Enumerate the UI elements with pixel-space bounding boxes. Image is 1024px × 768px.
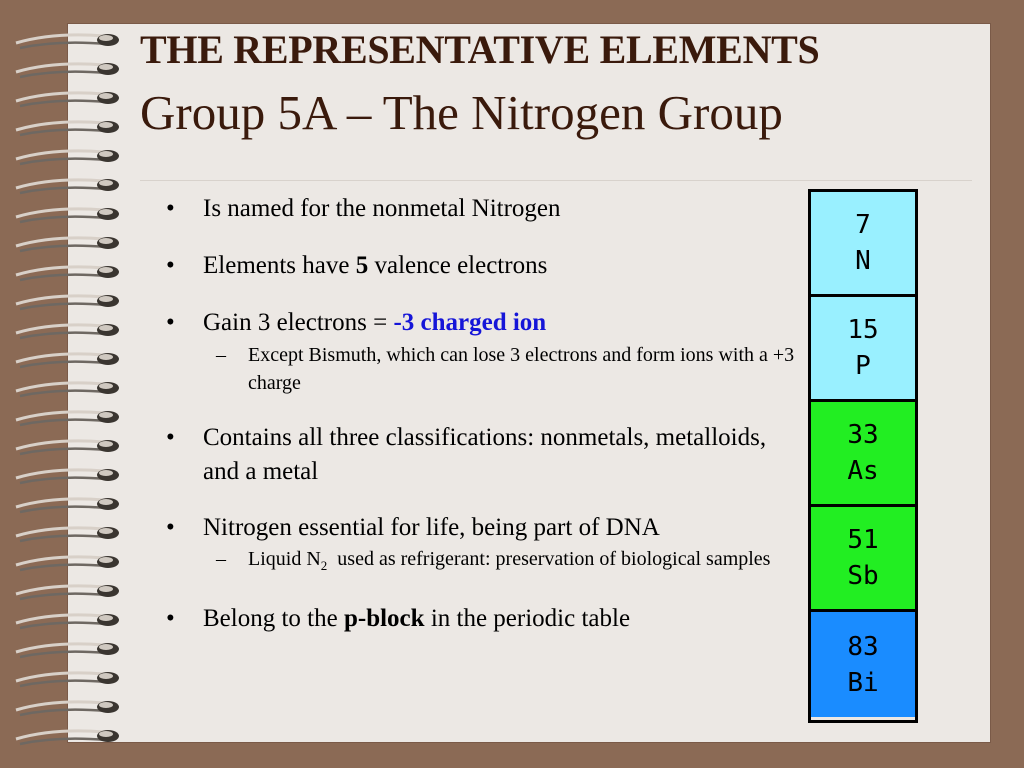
spiral-coil (14, 262, 124, 284)
sub-bullet-text: Liquid N (248, 548, 321, 570)
sub-bullet-item (166, 341, 796, 397)
spiral-coil (14, 697, 124, 719)
spiral-coil (14, 59, 124, 81)
bullet-item (166, 249, 796, 283)
spiral-coil (14, 204, 124, 226)
atomic-number: 83 (847, 631, 879, 662)
slide-subtitle: Group 5A – The Nitrogen Group (140, 85, 783, 140)
element-symbol: Bi (847, 667, 879, 698)
element-symbol: P (855, 351, 871, 381)
spiral-binding (14, 30, 124, 750)
bullet-marker: • (166, 309, 175, 336)
atomic-number: 7 (855, 210, 871, 240)
element-symbol: Sb (847, 561, 879, 591)
element-cell-phosphorus (811, 297, 915, 402)
spiral-coil (14, 233, 124, 255)
bullet-item (166, 306, 796, 340)
bullet-text: Is named for the nonmetal Nitrogen (203, 195, 561, 222)
bullet-marker: • (166, 514, 175, 541)
spiral-coil (14, 668, 124, 690)
element-symbol: N (855, 246, 871, 276)
bullet-item (166, 192, 796, 226)
bullet-text: Contains all three classifications: nonmetals, metalloids, and a metal (203, 424, 767, 485)
title-divider (140, 180, 972, 181)
sub-bullet-text: used as refrigerant: preservation of biological samples (327, 548, 771, 570)
sub-bullet-text: Except Bismuth, which can lose 3 electrons and form ions with a +3 charge (248, 344, 795, 394)
bullet-list (166, 192, 796, 636)
bullet-text: Nitrogen essential for life, being part of DNA (203, 514, 660, 541)
spiral-coil (14, 88, 124, 110)
bullet-item (166, 421, 796, 489)
bullet-item (166, 602, 796, 636)
bullet-bold-text: 5 (355, 252, 369, 279)
element-symbol: As (847, 456, 879, 486)
bullet-marker: • (166, 424, 175, 451)
spiral-coil (14, 378, 124, 400)
spiral-coil (14, 349, 124, 371)
bullet-item (166, 511, 796, 545)
element-cell-antimony (811, 507, 915, 612)
spiral-coil (14, 146, 124, 168)
element-cell-nitrogen (811, 192, 915, 297)
bullet-text: Elements have (203, 252, 356, 279)
spiral-coil (14, 552, 124, 574)
sub-bullet-item (166, 545, 796, 580)
subscript-text: 2 (320, 558, 328, 573)
sub-bullet-marker: – (216, 548, 226, 570)
atomic-number: 51 (847, 525, 879, 555)
bullet-text: Belong to the (203, 605, 344, 632)
bullet-text: in the periodic table (424, 605, 631, 632)
spiral-coil (14, 117, 124, 139)
element-cell-arsenic (811, 402, 915, 507)
spiral-coil (14, 639, 124, 661)
atomic-number: 33 (847, 420, 879, 450)
sub-bullet-marker: – (216, 344, 226, 366)
spiral-coil (14, 291, 124, 313)
periodic-group-column (808, 189, 918, 723)
spiral-coil (14, 30, 124, 52)
spiral-coil (14, 465, 124, 487)
spiral-coil (14, 494, 124, 516)
spiral-coil (14, 320, 124, 342)
bullet-text: valence electrons (368, 252, 548, 279)
spiral-coil (14, 175, 124, 197)
bullet-bold-text: p-block (343, 605, 425, 632)
spiral-coil (14, 610, 124, 632)
bullet-marker: • (166, 195, 175, 222)
slide-title: THE REPRESENTATIVE ELEMENTS (140, 27, 820, 72)
spiral-coil (14, 726, 124, 748)
bullet-highlight-text: -3 charged ion (393, 309, 547, 336)
spiral-coil (14, 436, 124, 458)
spiral-coil (14, 523, 124, 545)
spiral-coil (14, 407, 124, 429)
spiral-coil (14, 581, 124, 603)
element-cell-bismuth (811, 612, 915, 717)
bullet-marker: • (166, 252, 175, 279)
bullet-marker: • (166, 605, 175, 632)
bullet-text: Gain 3 electrons = (203, 309, 394, 336)
atomic-number: 15 (847, 315, 879, 345)
